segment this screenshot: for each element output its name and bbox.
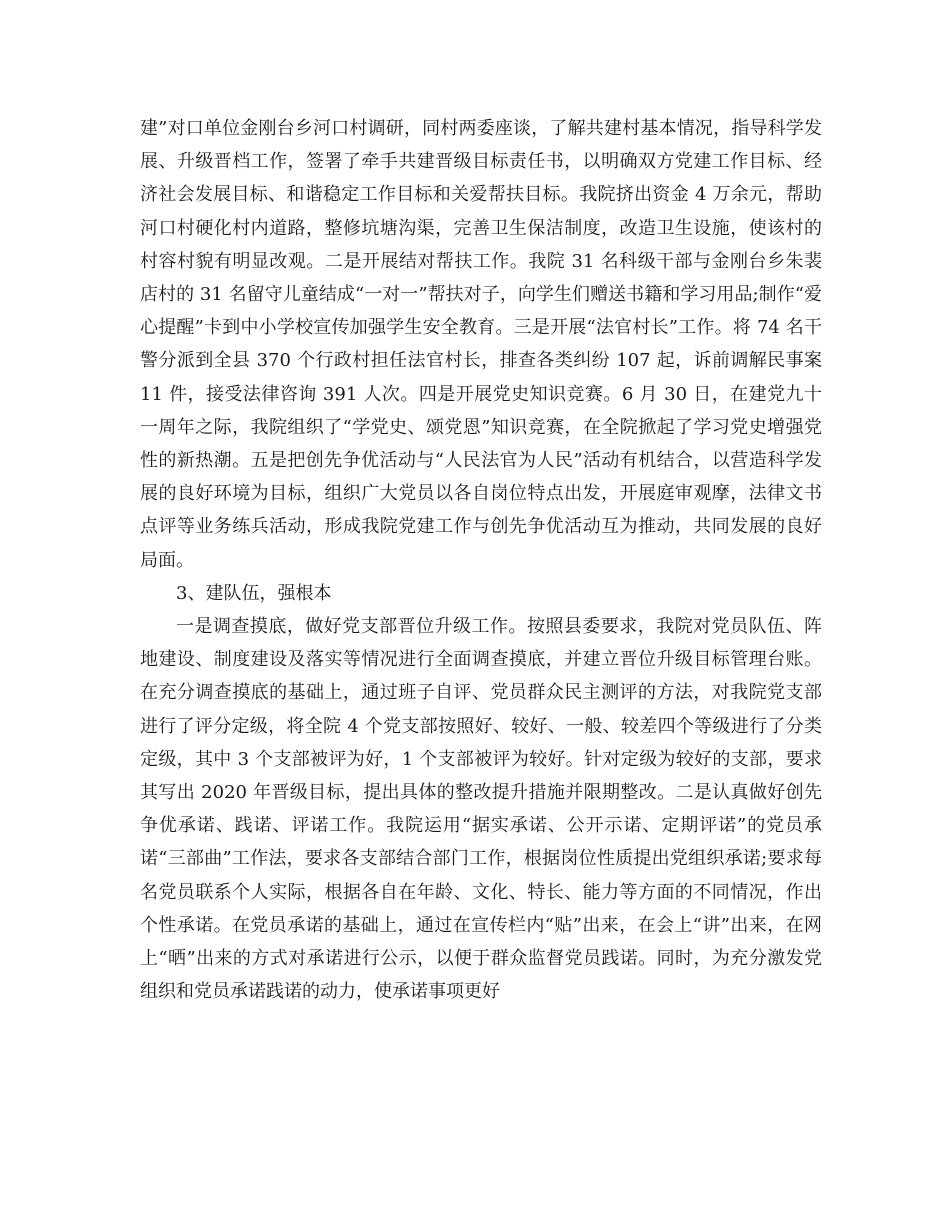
paragraph: 一是调查摸底，做好党支部晋位升级工作。按照县委要求，我院对党员队伍、阵地建设、制度建设及落实等情况进行全面调查摸底，并建立晋位升级目标管理台账。在充分调查摸底的基础上，通过班子自评、党员群众民主测评的方法，对我院党支部进行了评分定级，将全院 4 个党支部按照好、较好、一般、较差四个等级进行了分类定级，其中 3 个支部被评为好，1 个支部被评为较好。针对定级为较好的支部，要求其写出 2020 年晋级目标，提出具体的整改提升措施并限期整改。二是认真做好创先争优承诺、践诺、评诺工作。我院运用“据实承诺、公开示诺、定期评诺”的党员承诺“三部曲”工作法，要求各支部结合部门工作，根据岗位性质提出党组织承诺;要求每名党员联系个人实际，根据各自在年龄、文化、特长、能力等方面的不同情况，作出个性承诺。在党员承诺的基础上，通过在宣传栏内“贴”出来，在会上“讲”出来，在网上“晒”出来的方式对承诺进行公示，以便于群众监督党员践诺。同时，为充分激发党组织和党员承诺践诺的动力，使承诺事项更好	[140, 616, 822, 1003]
paragraph-continued: 建”对口单位金刚台乡河口村调研，同村两委座谈，了解共建村基本情况，指导科学发展、升级晋档工作，签署了牵手共建晋级目标责任书，以明确双方党建工作目标、经济社会发展目标、和谐稳定工作目标和关爱帮扶目标。我院挤出资金 4 万余元，帮助河口村硬化村内道路，整修坑塘沟渠，完善卫生保洁制度，改造卫生设施，使该村的村容村貌有明显改观。二是开展结对帮扶工作。我院 31 名科级干部与金刚台乡朱裴店村的 31 名留守儿童结成“一对一”帮扶对子，向学生们赠送书籍和学习用品;制作“爱心提醒”卡到中小学校宣传加强学生安全教育。三是开展“法官村长”工作。将 74 名干警分派到全县 370 个行政村担任法官村长，排查各类纠纷 107 起，诉前调解民事案 11 件，接受法律咨询 391 人次。四是开展党史知识竞赛。6 月 30 日，在建党九十一周年之际，我院组织了“学党史、颂党恩”知识竞赛，在全院掀起了学习党史增强党性的新热潮。五是把创先争优活动与“人民法官为人民”活动有机结合，以营造科学发展的良好环境为目标，组织广大党员以各自岗位特点出发，开展庭审观摩，法律文书点评等业务练兵活动，形成我院党建工作与创先争优活动互为推动，共同发展的良好局面。	[140, 118, 822, 571]
document-body	[140, 112, 822, 1008]
section-heading: 3、建队伍，强根本	[176, 582, 332, 604]
